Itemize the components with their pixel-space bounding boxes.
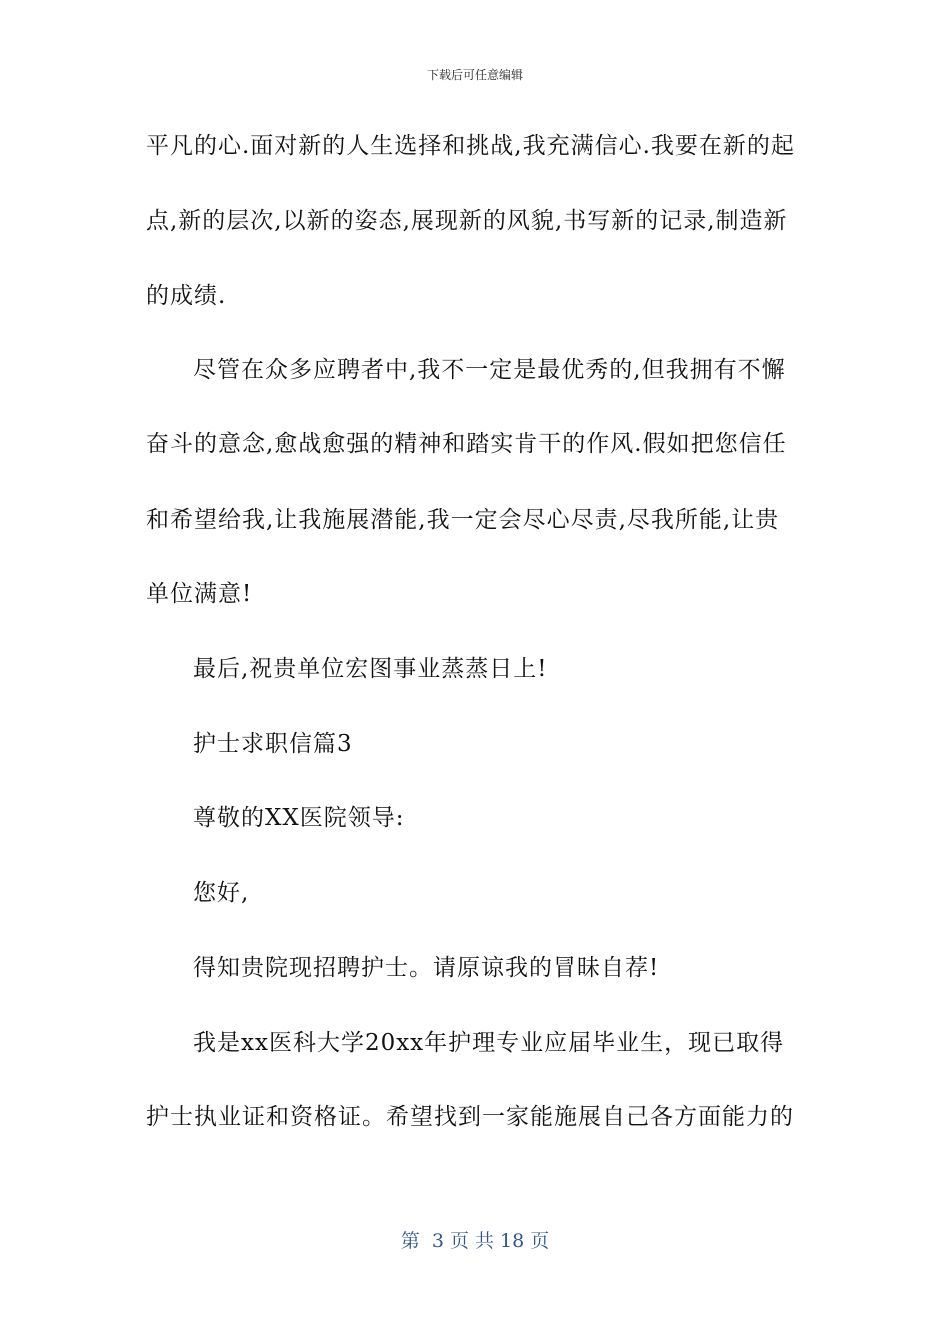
page-number: 第 3 页 共 18 页 <box>400 1230 550 1252</box>
paragraph-line: 平凡的心.面对新的人生选择和挑战,我充满信心.我要在新的起 <box>146 133 795 159</box>
paragraph-line: 我是xx医科大学20xx年护理专业应届毕业生，现已取得 <box>193 1030 785 1056</box>
paragraph-line: 最后,祝贵单位宏图事业蒸蒸日上! <box>193 656 548 682</box>
page-header: 下载后可任意编辑 <box>426 68 523 82</box>
paragraph-line: 护士执业证和资格证。希望找到一家能施展自己各方面能力的 <box>146 1104 794 1130</box>
paragraph-line: 单位满意! <box>146 581 253 607</box>
paragraph-line: 得知贵院现招聘护士。请原谅我的冒昧自荐! <box>193 955 660 981</box>
paragraph-line: 的成绩. <box>146 283 227 309</box>
paragraph-line: 和希望给我,让我施展潜能,我一定会尽心尽责,尽我所能,让贵 <box>146 507 780 533</box>
salutation: 尊敬的XX医院领导: <box>193 805 405 831</box>
paragraph-line: 尽管在众多应聘者中,我不一定是最优秀的,但我拥有不懈 <box>193 357 786 383</box>
paragraph-line: 奋斗的意念,愈战愈强的精神和踏实肯干的作风.假如把您信任 <box>146 431 787 457</box>
section-heading: 护士求职信篇3 <box>193 731 353 757</box>
greeting: 您好, <box>193 880 250 906</box>
paragraph-line: 点,新的层次,以新的姿态,展现新的风貌,书写新的记录,制造新 <box>146 208 788 234</box>
